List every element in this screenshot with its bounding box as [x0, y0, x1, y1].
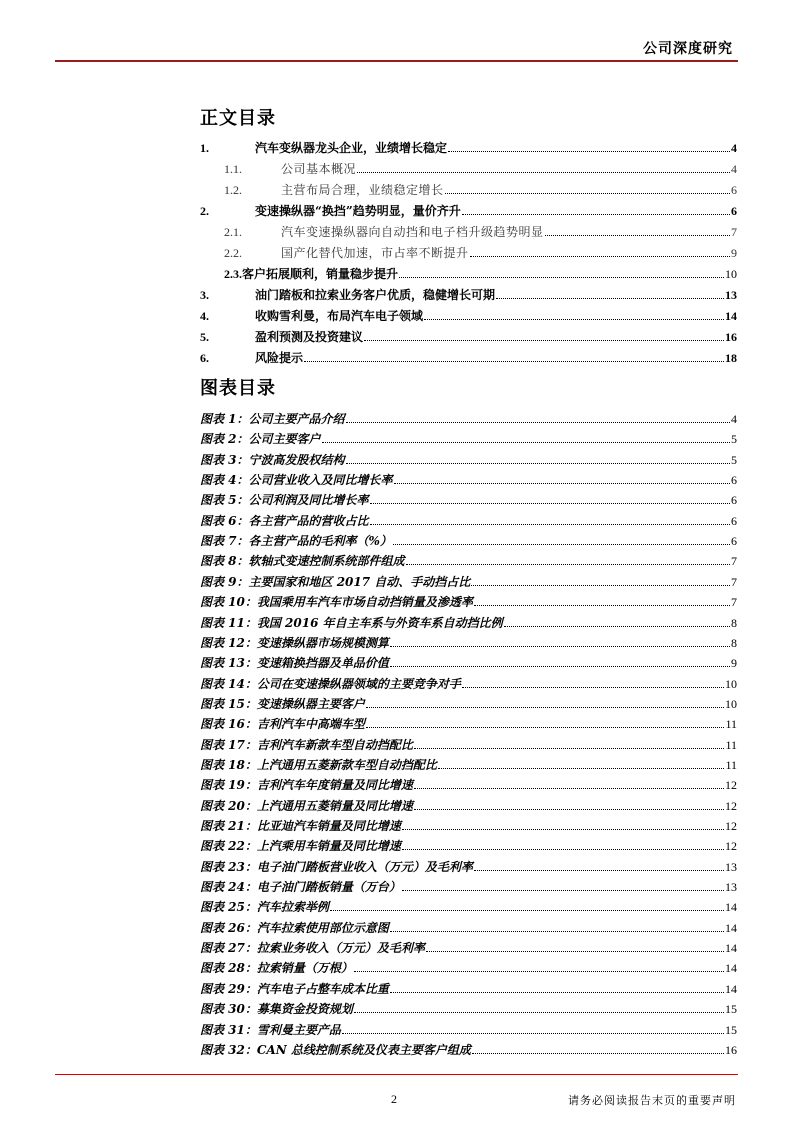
figure-entry-title: 图表 16：吉利汽车中高端车型	[200, 717, 365, 732]
figure-page: 16	[725, 1042, 737, 1057]
toc-number: 5.	[200, 330, 209, 344]
dot-leader	[471, 585, 730, 586]
toc-entry-1-1[interactable]	[200, 157, 737, 177]
toc-number: 1.2.	[224, 183, 242, 197]
figure-entry[interactable]	[200, 427, 737, 447]
figure-page: 9	[731, 656, 737, 671]
figure-entry[interactable]	[200, 956, 737, 976]
toc-entry-1[interactable]	[200, 136, 737, 156]
dot-leader	[474, 870, 724, 871]
figure-entry-title: 图表 23：电子油门踏板营业收入（万元）及毛利率	[200, 859, 473, 874]
figure-entry[interactable]	[200, 814, 737, 834]
dot-leader	[424, 319, 724, 320]
dot-leader	[402, 829, 724, 830]
toc-entry-title: 汽车变速操纵器向自动挡和电子档升级趋势明显	[281, 225, 544, 239]
figure-entry-title: 图表 13：变速箱换挡器及单品价值	[200, 656, 389, 671]
figure-entry-title: 图表 30：募集资金投资规划	[200, 1002, 353, 1017]
figure-page: 15	[725, 1002, 737, 1017]
dot-leader	[390, 646, 730, 647]
figure-entry-title: 图表 10：我国乘用车汽车市场自动挡销量及渗透率	[200, 595, 473, 610]
toc-page: 14	[725, 309, 737, 323]
figure-entry[interactable]	[200, 753, 737, 773]
dot-leader	[304, 361, 724, 362]
figure-entry[interactable]	[200, 1018, 737, 1038]
figure-entry[interactable]	[200, 488, 737, 508]
toc-entry-2-2[interactable]	[200, 241, 737, 261]
dot-leader	[399, 277, 724, 278]
dot-leader	[354, 1012, 724, 1013]
figure-entry[interactable]	[200, 590, 737, 610]
dot-leader	[414, 809, 724, 810]
figure-entry-title: 图表 18：上汽通用五菱新款车型自动挡配比	[200, 757, 437, 772]
figure-page: 7	[731, 595, 737, 610]
dot-leader	[448, 151, 730, 152]
dot-leader	[370, 503, 730, 504]
dot-leader	[390, 666, 730, 667]
figure-page: 4	[731, 412, 737, 426]
figure-entry-title: 图表 3：宁波高发股权结构	[200, 452, 345, 467]
figure-page: 5	[731, 432, 737, 447]
toc-entry-title: 盈利预测及投资建议	[255, 330, 364, 344]
figure-page: 8	[731, 615, 737, 630]
dot-leader	[438, 768, 725, 769]
toc-number: 4.	[200, 309, 209, 323]
dot-leader	[393, 544, 730, 545]
figure-entry-title: 图表 11：我国 2016 年自主车系与外资车系自动挡比例	[200, 615, 503, 630]
toc-page: 9	[731, 246, 737, 260]
dot-leader	[390, 992, 724, 993]
dot-leader	[322, 442, 730, 443]
figure-page: 8	[731, 635, 737, 650]
toc-entry-2-1[interactable]	[200, 220, 737, 240]
toc-entry-title: 收购雪利曼，布局汽车电子领域	[255, 309, 424, 323]
figure-entry-title: 图表 7：各主营产品的毛利率（%）	[200, 534, 392, 549]
figure-entry[interactable]	[200, 631, 737, 651]
figure-entry-title: 图表 5：公司利润及同比增长率	[200, 493, 369, 508]
dot-leader	[474, 605, 730, 606]
figure-entry-title: 图表 32：CAN 总线控制系统及仪表主要客户组成	[200, 1042, 471, 1057]
toc-number: 2.3.	[224, 267, 242, 281]
toc-entry-title: 客户拓展顺利，销量稳步提升	[242, 267, 399, 281]
page-number: 2	[391, 1092, 397, 1106]
figure-entry-title: 图表 24：电子油门踏板销量（万台）	[200, 880, 401, 895]
figure-page: 12	[725, 778, 737, 793]
dot-leader	[504, 626, 730, 627]
toc-number: 2.	[200, 204, 209, 218]
figure-page: 13	[725, 859, 737, 874]
figure-page: 12	[725, 798, 737, 813]
figure-page: 13	[725, 880, 737, 895]
figure-entry[interactable]	[200, 672, 737, 692]
toc-entry-6[interactable]	[200, 346, 737, 366]
toc-page: 7	[731, 225, 737, 239]
figure-entry[interactable]	[200, 529, 737, 549]
dot-leader	[426, 951, 724, 952]
dot-leader	[545, 235, 730, 236]
figure-page: 14	[725, 920, 737, 935]
toc-number: 1.	[200, 141, 209, 155]
figure-entry[interactable]	[200, 834, 737, 854]
dot-leader	[342, 1033, 724, 1034]
figure-entry[interactable]	[200, 407, 737, 427]
figure-entry[interactable]	[200, 997, 737, 1017]
toc-number: 2.2.	[224, 246, 242, 260]
figure-entry-title: 图表 14：公司在变速操纵器领域的主要竞争对手	[200, 676, 461, 691]
toc-entry-title: 汽车变纵器龙头企业，业绩增长稳定	[255, 141, 448, 155]
figure-entry[interactable]	[200, 895, 737, 915]
dot-leader	[330, 910, 724, 911]
dot-leader	[394, 483, 730, 484]
figure-entry[interactable]	[200, 712, 737, 732]
toc-number: 2.1.	[224, 225, 242, 239]
dot-leader	[390, 931, 724, 932]
dot-leader	[414, 788, 724, 789]
dot-leader	[346, 422, 730, 423]
dot-leader	[366, 707, 724, 708]
figure-entry-title: 图表 27：拉索业务收入（万元）及毛利率	[200, 941, 425, 956]
figure-entry-title: 图表 1：公司主要产品介绍	[200, 412, 345, 426]
toc-page: 10	[725, 267, 737, 281]
figure-entry[interactable]	[200, 855, 737, 875]
toc-entry-title: 风险提示	[255, 351, 304, 365]
figure-entry-title: 图表 17：吉利汽车新款车型自动挡配比	[200, 737, 413, 752]
toc-title: 正文目录	[200, 108, 276, 129]
figure-page: 11	[725, 717, 737, 732]
figure-page: 6	[731, 534, 737, 549]
dot-leader	[370, 524, 730, 525]
figure-page: 14	[725, 941, 737, 956]
figure-page: 7	[731, 554, 737, 569]
figure-page: 10	[725, 696, 737, 711]
dot-leader	[357, 172, 730, 173]
figure-entry-title: 图表 4：公司营业收入及同比增长率	[200, 473, 393, 488]
figure-entry-title: 图表 6：各主营产品的营收占比	[200, 513, 369, 528]
dot-leader	[346, 463, 730, 464]
toc-page: 13	[725, 288, 737, 302]
figure-page: 6	[731, 473, 737, 488]
figure-entry-title: 图表 9：主要国家和地区 2017 自动、手动挡占比	[200, 574, 471, 589]
toc-entry-1-2[interactable]	[200, 178, 737, 198]
figure-entry-title: 图表 2：公司主要客户	[200, 432, 321, 447]
figure-page: 14	[725, 981, 737, 996]
toc-page: 4	[731, 162, 737, 176]
figure-entry-title: 图表 12：变速操纵器市场规模测算	[200, 635, 389, 650]
toc-entry-2[interactable]	[200, 199, 737, 219]
toc-entry-4[interactable]	[200, 304, 737, 324]
figure-entry-title: 图表 22：上汽乘用车销量及同比增速	[200, 839, 401, 854]
figure-page: 12	[725, 819, 737, 833]
toc-number: 1.1.	[224, 162, 242, 176]
toc-page: 18	[725, 351, 737, 365]
footer-rule	[55, 1074, 738, 1075]
toc-entry-title: 主营布局合理，业绩稳定增长	[281, 183, 444, 197]
figure-entry-title: 图表 20：上汽通用五菱销量及同比增速	[200, 798, 413, 813]
dot-leader	[414, 748, 725, 749]
figure-page: 6	[731, 513, 737, 528]
dot-leader	[406, 564, 730, 565]
figure-entry[interactable]	[200, 875, 737, 895]
figure-page: 14	[725, 900, 737, 915]
figure-page: 11	[725, 737, 737, 752]
figure-entry-title: 图表 25：汽车拉索举例	[200, 900, 329, 915]
dot-leader	[402, 890, 724, 891]
figure-entry[interactable]	[200, 509, 737, 529]
figure-entry-title: 图表 29：汽车电子占整车成本比重	[200, 981, 389, 996]
figure-entry-title: 图表 28：拉索销量（万根）	[200, 961, 353, 976]
disclaimer-note: 请务必阅读报告末页的重要声明	[568, 1094, 736, 1107]
dot-leader	[462, 687, 724, 688]
toc-entry-5[interactable]	[200, 325, 737, 345]
figure-entry[interactable]	[200, 1038, 737, 1058]
figure-page: 10	[725, 676, 737, 691]
figure-entry-title: 图表 21：比亚迪汽车销量及同比增速	[200, 819, 401, 833]
figure-page: 5	[731, 452, 737, 467]
figure-entry[interactable]	[200, 570, 737, 590]
dot-leader	[472, 1053, 724, 1054]
toc-entry-2-3[interactable]	[200, 262, 737, 282]
figure-entry-title: 图表 8：软轴式变速控制系统部件组成	[200, 554, 405, 569]
toc-entry-title: 变速操纵器“换挡”趋势明显，量价齐升	[255, 204, 461, 218]
figures-title: 图表目录	[200, 378, 276, 399]
toc-entry-title: 公司基本概况	[281, 162, 357, 176]
dot-leader	[366, 727, 725, 728]
toc-page: 16	[725, 330, 737, 344]
figure-page: 6	[731, 493, 737, 508]
toc-entry-title: 国产化替代加速，市占率不断提升	[281, 246, 469, 260]
header-rule	[55, 60, 738, 62]
toc-page: 6	[731, 204, 737, 218]
figure-entry[interactable]	[200, 611, 737, 631]
dot-leader	[354, 971, 724, 972]
figure-entry-title: 图表 31：雪利曼主要产品	[200, 1022, 341, 1037]
toc-entry-3[interactable]	[200, 283, 737, 303]
figure-entry[interactable]	[200, 733, 737, 753]
dot-leader	[402, 849, 724, 850]
figure-entry[interactable]	[200, 448, 737, 468]
figure-entry-title: 图表 19：吉利汽车年度销量及同比增速	[200, 778, 413, 793]
toc-page: 6	[731, 183, 737, 197]
dot-leader	[462, 214, 730, 215]
figure-entry[interactable]	[200, 692, 737, 712]
figure-entry[interactable]	[200, 773, 737, 793]
figure-entry-title: 图表 15：变速操纵器主要客户	[200, 696, 365, 711]
figure-entry-title: 图表 26：汽车拉索使用部位示意图	[200, 920, 389, 935]
dot-leader	[364, 340, 724, 341]
figure-page: 11	[725, 757, 737, 772]
figure-entry[interactable]	[200, 916, 737, 936]
figure-entry[interactable]	[200, 936, 737, 956]
figure-page: 15	[725, 1022, 737, 1037]
figure-entry[interactable]	[200, 549, 737, 569]
figure-entry[interactable]	[200, 651, 737, 671]
toc-page: 4	[731, 141, 737, 155]
header-title: 公司深度研究	[643, 41, 733, 57]
toc-number: 3.	[200, 288, 209, 302]
toc-entry-title: 油门踏板和拉索业务客户优质，稳健增长可期	[255, 288, 496, 302]
figure-page: 7	[731, 574, 737, 589]
figure-entry[interactable]	[200, 794, 737, 814]
toc-number: 6.	[200, 351, 209, 365]
dot-leader	[470, 256, 730, 257]
dot-leader	[496, 298, 724, 299]
figure-entry[interactable]	[200, 468, 737, 488]
figure-page: 14	[725, 961, 737, 976]
dot-leader	[445, 193, 730, 194]
figure-entry[interactable]	[200, 977, 737, 997]
figure-page: 12	[725, 839, 737, 854]
